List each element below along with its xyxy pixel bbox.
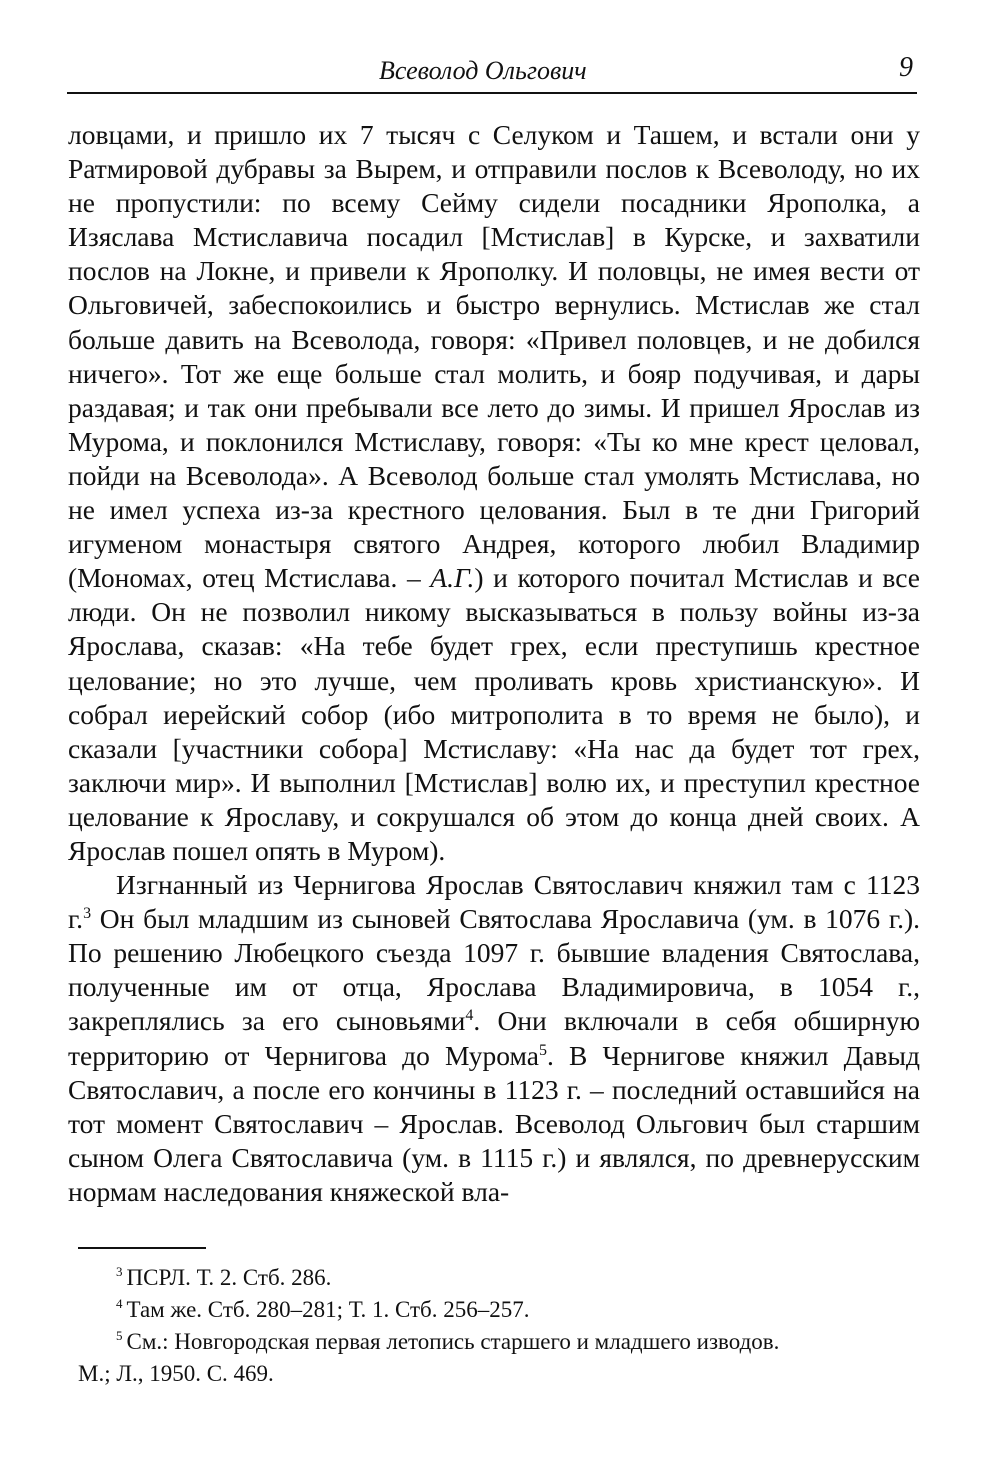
footnote-text: См.: Новгородская первая летопись старшего и младшего изводов. bbox=[126, 1329, 780, 1354]
footnotes bbox=[78, 1262, 920, 1390]
footnote-ref-4[interactable]: 4 bbox=[465, 1007, 474, 1025]
footnote-ref-3[interactable]: 3 bbox=[83, 905, 92, 922]
footnote-number: 3 bbox=[116, 1264, 123, 1280]
running-title: Всеволод Ольгович bbox=[379, 56, 587, 85]
footnote-ref-5[interactable]: 5 bbox=[538, 1041, 547, 1059]
paragraph-1-text: ловцами, и пришло их 7 тысяч с Селуком и Ташем, и встали они у Ратмировой дубравы за Вырем, и отправили послов к Всеволоду, но их не пропустили: по всему Сейму сидели посадники Ярополка, а Изяслава Мстиславича посадил [Мстислав] в Курске, и захватили послов на Локне, и привели к Ярополку. И половцы, не имея вести от Ольговичей, забеспокоились и быстро вернулись. Мстислав же стал больше давить на Всеволода, говоря: «Привел половцев, и не добился ничего». Тот же еще больше стал молить, и бояр подучивая, и дары раздавая; и так они пребывали все лето до зимы. И пришел Ярослав из Мурома, и поклонился Мстиславу, говоря: «Ты ко мне крест целовал, пойди на Всеволода». А Всеволод больше стал умолять Мстислава, но не имел успеха из-за крестного целования. Был в те дни Григорий игуменом монастыря святого Андрея, которого любил Владимир (Мономах, отец Мстислава. – bbox=[68, 119, 920, 594]
paragraph-1 bbox=[68, 118, 920, 868]
paragraph-2-text-c: . Они включали в себя обширную территорию от Чернигова до Мурома bbox=[68, 1005, 920, 1071]
running-header bbox=[67, 52, 917, 94]
footnote-number: 5 bbox=[116, 1328, 123, 1344]
footnote-text: Там же. Стб. 280–281; Т. 1. Стб. 256–257. bbox=[126, 1297, 530, 1322]
footnote-number: 4 bbox=[116, 1296, 123, 1312]
paragraph-2-text-d: . В Чернигове княжил Давыд Святославич, а после его кончины в 1123 г. – последний оставшийся на тот момент Святославич – Ярослав. Всеволод Ольгович был старшим сыном Олега Святославича (ум. в 1115 г.) и являлся, по древнерусским нормам наследования княжеской вла- bbox=[68, 1039, 920, 1207]
footnote-divider bbox=[78, 1247, 206, 1249]
author-initials: А.Г. bbox=[430, 562, 475, 594]
page-number: 9 bbox=[899, 52, 913, 83]
footnote-5 bbox=[78, 1326, 920, 1358]
footnote-text: ПСРЛ. Т. 2. Стб. 286. bbox=[126, 1265, 332, 1290]
footnote-3 bbox=[78, 1262, 920, 1294]
paragraph-2-text-a: Изгнанный из Чернигова Ярослав Святославич княжил там с 1123 г. bbox=[68, 869, 920, 935]
footnote-5-continuation bbox=[78, 1358, 920, 1390]
paragraph-1-end: ) и которого почитал Мстислав и все люди. Он не позволил никому высказываться в пользу войны из-за Ярослава, сказав: «На тебе будет грех, если преступишь крестное целование; но это лучше, чем проливать кровь христианскую». И собрал иерейский собор (ибо митрополита в то время не было), и сказали [участники собора] Мстиславу: «На нас да будет тот грех, заключи мир». И выполнил [Мстислав] волю их, и преступил крестное целование к Ярославу, и сокрушался об этом до конца дней своих. А Ярослав пошел опять в Муром). bbox=[68, 562, 920, 866]
footnote-4 bbox=[78, 1294, 920, 1326]
paragraph-2-text-b: Он был младшим из сыновей Святослава Ярославича (ум. в 1076 г.). По решению Любецкого съезда 1097 г. бывшие владения Святослава, полученные им от отца, Ярослава Владимировича, в 1054 г., закреплялись за его сыновьями bbox=[68, 903, 920, 1037]
main-text bbox=[68, 118, 920, 1209]
paragraph-2 bbox=[68, 868, 920, 1209]
footnote-text: М.; Л., 1950. С. 469. bbox=[78, 1361, 274, 1386]
